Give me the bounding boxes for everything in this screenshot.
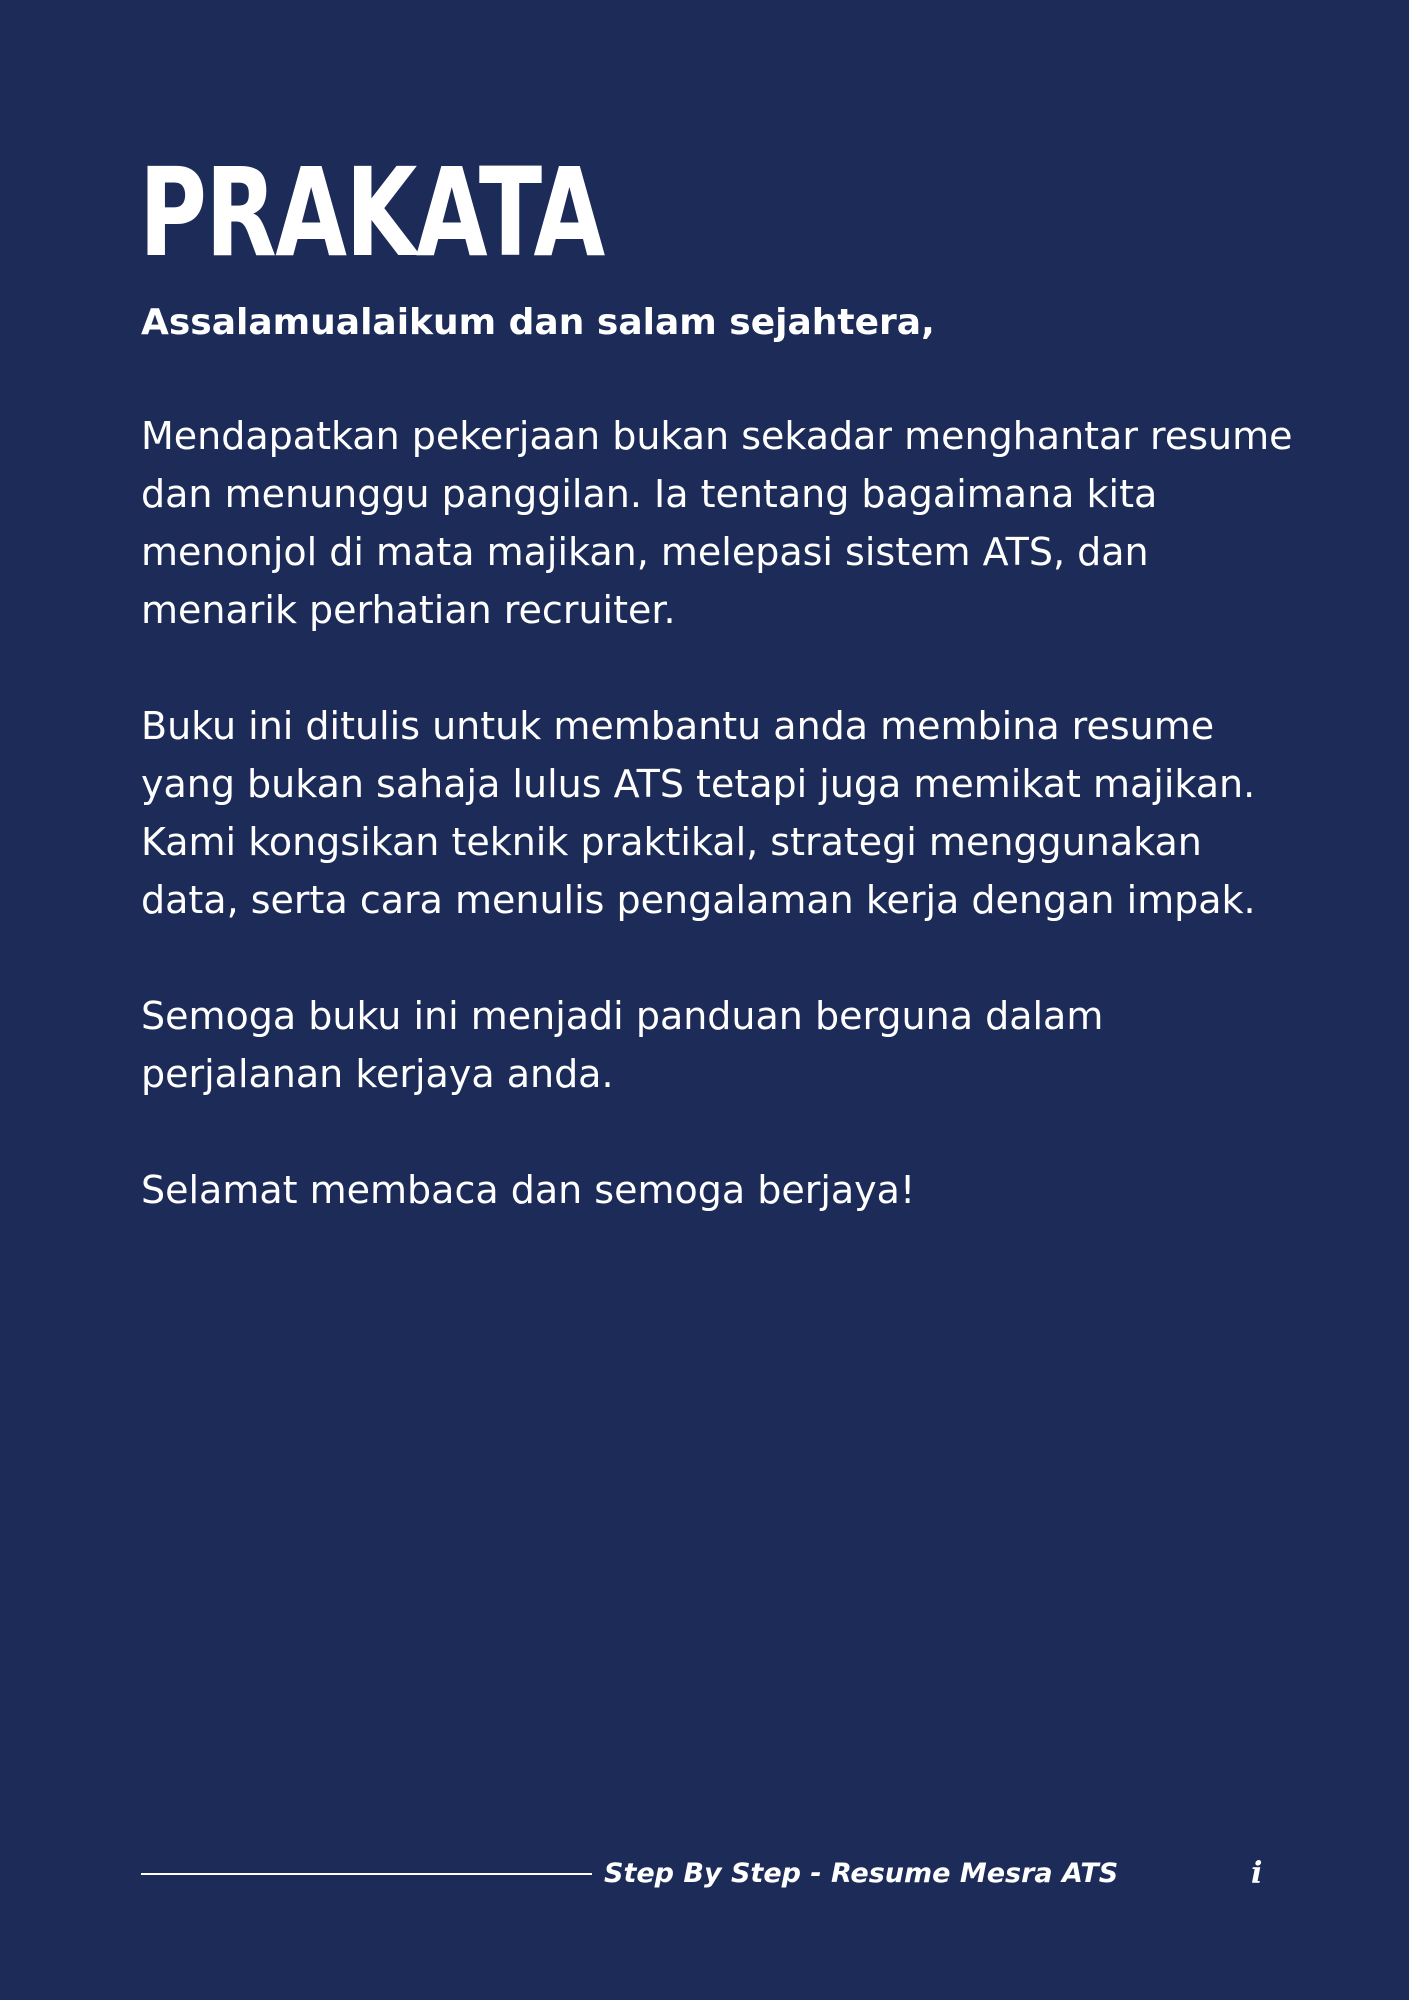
paragraph-3: Semoga buku ini menjadi panduan berguna dalam perjalanan kerjaya anda. (141, 994, 1104, 1096)
footer-book-title: Step By Step - Resume Mesra ATS (604, 1858, 1119, 1889)
paragraph-2: Buku ini ditulis untuk membantu anda membina resume yang bukan sahaja lulus ATS tetapi juga memikat majikan. Kami kongsikan teknik praktikal, strategi menggunakan data, serta cara menulis pengalaman kerja dengan impak. (141, 704, 1256, 922)
footer-divider (141, 1873, 592, 1875)
greeting-heading: Assalamualaikum dan salam sejahtera, (141, 302, 935, 343)
page-number: i (1251, 1856, 1263, 1891)
body-text (141, 407, 1321, 1219)
paragraph-4: Selamat membaca dan semoga berjaya! (141, 1168, 916, 1212)
paragraph-1: Mendapatkan pekerjaan bukan sekadar menghantar resume dan menunggu panggilan. Ia tentang bagaimana kita menonjol di mata majikan, melepasi sistem ATS, dan menarik perhatian recruiter. (141, 414, 1293, 632)
page-title: PRAKATA (139, 142, 604, 284)
